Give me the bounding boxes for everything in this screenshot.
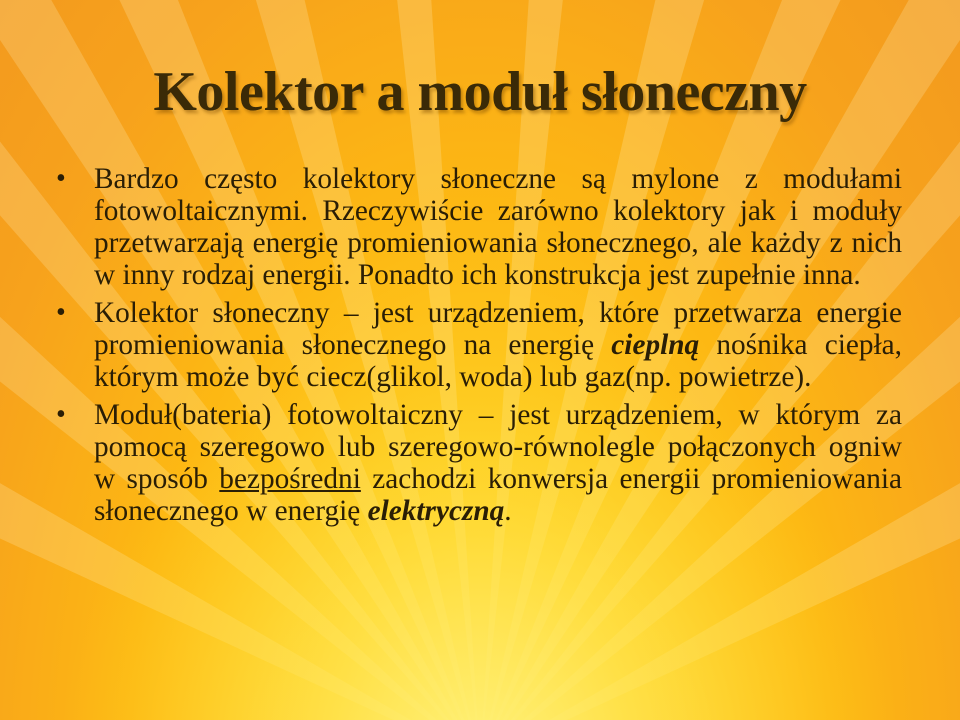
bullet-3-text-part1: Moduł(bateria) fotowoltaiczny – jest urządzeniem, w którym za pomocą szeregowo lub szeregowo-równolegle połączonych ogniw w sposób — [94, 399, 902, 495]
bullet-3-text-part2: zachodzi konwersja energii promieniowania słonecznego w energię — [94, 463, 903, 527]
bullet-item-2 — [56, 297, 902, 393]
slide-title: Kolektor a moduł słoneczny — [153, 61, 807, 123]
bullet-1-text: Bardzo często kolektory słoneczne są mylone z modułami fotowoltaicznymi. Rzeczywiście zarówno kolektory jak i moduły przetwarzają energię promieniowania słonecznego, ale każdy z nich w inny rodzaj energii. Ponadto ich konstrukcja jest zupełnie inna. — [94, 163, 902, 291]
bullet-marker: • — [56, 163, 66, 194]
bullet-2-text-part1: Kolektor słoneczny – jest urządzeniem, które przetwarza energie promieniowania słonecznego na energię — [94, 297, 902, 361]
bullet-2-text-part2: nośnika ciepła, którym może być ciecz(glikol, woda) lub gaz(np. powietrze). — [94, 329, 902, 393]
bullet-item-1 — [56, 163, 902, 291]
bullet-2-emphasis: cieplną — [611, 329, 700, 361]
bullet-3-emphasis: elektryczną — [367, 495, 505, 527]
bullet-list — [56, 163, 902, 533]
bullet-marker: • — [56, 399, 66, 430]
bullet-item-3 — [56, 399, 902, 527]
bullet-3-underlined: bezpośredni — [219, 463, 361, 495]
bullet-3-text-part3: . — [504, 495, 512, 527]
bullet-marker: • — [56, 297, 66, 328]
